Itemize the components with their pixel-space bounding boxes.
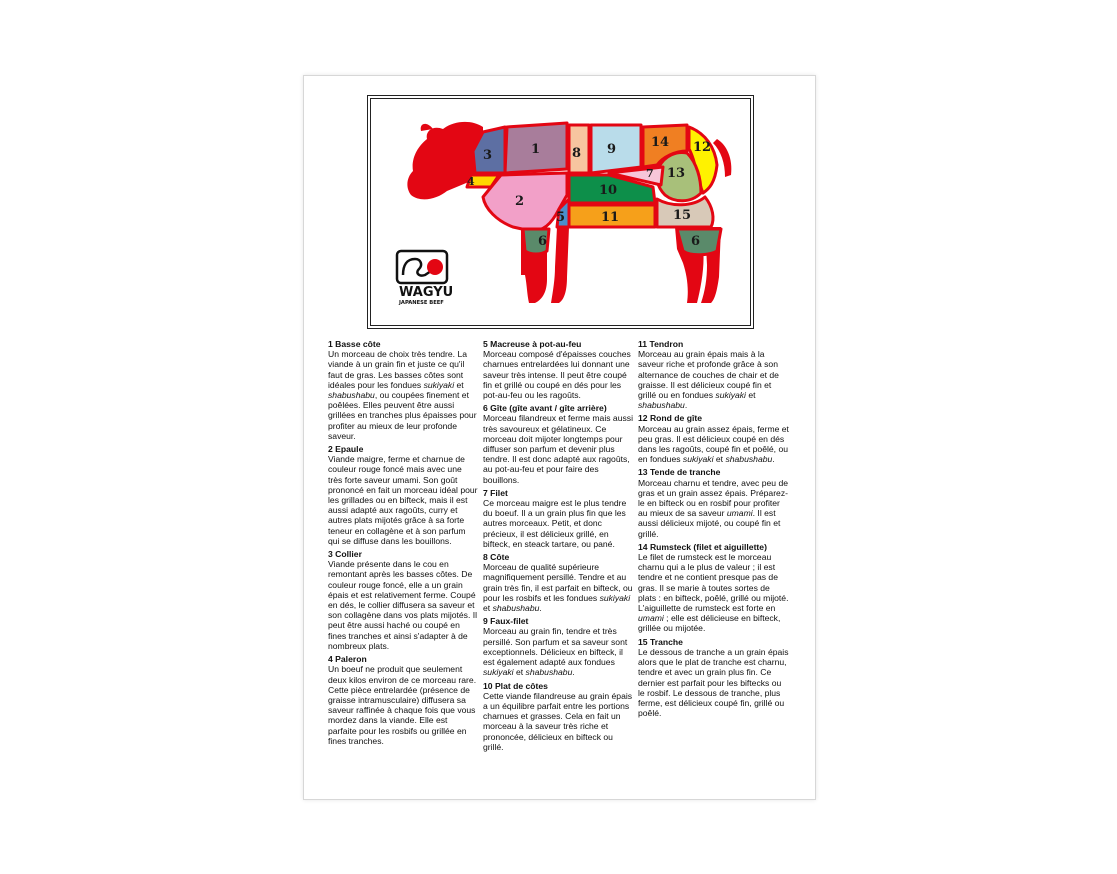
entry-10	[483, 681, 635, 752]
cow-illustration	[371, 99, 750, 325]
cut-label-3: 3	[483, 148, 493, 163]
entry-body: Le filet de rumsteck est le morceau charnu qui a le plus de valeur ; il est tendre et ne contient presque pas de gras. Il se marie à toutes sortes de plats : en bifteck, poêlé, grillé ou mijoté. L'aiguillette de rumsteck est forte en umami ; elle est délicieuse en bifteck, grillée ou mijotée.	[638, 552, 789, 634]
entry-4	[328, 654, 478, 746]
entry-1	[328, 339, 478, 441]
cut-label-5: 5	[556, 210, 566, 225]
entry-8	[483, 552, 635, 613]
entry-title: 5 Macreuse à pot-au-feu	[483, 339, 582, 349]
entry-body: Morceau de qualité supérieure magnifiquement persillé. Tendre et au grain très fin, il est parfait en bifteck, ou pour les rosbifs et les fondues sukiyaki et shabushabu.	[483, 562, 633, 614]
entry-6	[483, 403, 635, 485]
entry-9	[483, 616, 635, 677]
entry-13	[638, 467, 790, 538]
entry-body: Viande maigre, ferme et charnue de couleur rouge foncé mais avec une très forte saveur umami. Son goût prononcé en fait un morceau idéal pour les grillades ou en bifteck, mais il est aussi adapté aux ragoûts, curry et autres plats mijotés grâce à sa forte teneur en collagène et à son parfum qui se diffuse dans les bouillons.	[328, 454, 478, 546]
logo-tagline: JAPANESE BEEF	[399, 300, 444, 306]
entry-body: Morceau au grain assez épais, ferme et peu gras. Il est délicieux coupé en dés dans les ragoûts, coupé fin et poêlé, ou en fondues sukiyaki et shabushabu.	[638, 423, 789, 465]
entry-body: Cette viande filandreuse au grain épais a un équilibre parfait entre les portions charnues et grasses. Cela en fait un morceau à la saveur très riche et prononcée, délicieux en bifteck ou grillé.	[483, 690, 633, 752]
cut-label-10: 10	[599, 183, 618, 198]
entry-body: Morceau au grain épais mais à la saveur riche et profonde grâce à son alternance de couches de chair et de graisse. Il est délicieux coupé fin et grillé ou en fondues sukiyaki et shabushabu.	[638, 349, 779, 411]
cut-label-2: 2	[515, 194, 525, 209]
entry-body: Morceau filandreux et ferme mais aussi très savoureux et gélatineux. Ce morceau doit mijoter longtemps pour diffuser son parfum et devenir plus tendre. Il est donc adapté aux ragoûts, au pot-au-feu et pour faire des bouillons.	[483, 413, 633, 485]
wagyu-logo	[397, 251, 453, 306]
entry-title: 10 Plat de côtes	[483, 680, 548, 691]
entry-title: 6 Gîte (gîte avant / gîte arrière)	[483, 403, 607, 414]
entry-title: 15 Tranche	[638, 636, 683, 647]
entry-3	[328, 549, 478, 651]
entry-body: Un morceau de choix très tendre. La viande à un grain fin et juste ce qu'il faut de gras. Les basses côtes sont idéales pour les fondues sukiyaki et shabushabu, ou coupées finement et poêlées. Elles peuvent être aussi grillées en tranches plus épaisses pour profiter au mieux de leur profonde saveur.	[328, 349, 477, 441]
cut-label-6-front: 6	[538, 234, 548, 249]
column-2	[483, 339, 635, 755]
cut-2-epaule	[483, 173, 567, 231]
entry-11	[638, 339, 790, 410]
cut-label-13: 13	[667, 166, 686, 181]
column-1	[328, 339, 478, 749]
cuts-layer	[467, 123, 721, 255]
cut-label-7: 7	[646, 167, 654, 180]
cut-label-9: 9	[607, 142, 617, 157]
cut-label-12: 12	[693, 140, 712, 155]
entry-body: Morceau charnu et tendre, avec peu de gras et un grain assez épais. Préparez-le en bifteck ou en rosbif pour profiter au mieux de sa saveur umami. Il est aussi délicieux mijoté, ou coupé fin et grillé.	[638, 477, 789, 539]
column-3	[638, 339, 790, 721]
entry-title: 1 Basse côte	[328, 339, 381, 349]
entry-title: 13 Tende de tranche	[638, 467, 721, 478]
cut-label-14: 14	[651, 135, 670, 150]
entry-body: Morceau composé d'épaisses couches charnues entrelardées lui donnant une saveur très intense. Il peut être coupé fin et grillé ou coupé en dés pour les pot-au-feu ou les ragoûts.	[483, 349, 631, 401]
entry-12	[638, 413, 790, 464]
entry-body: Le dessous de tranche a un grain épais alors que le plat de tranche est charnu, tendre et avec un grain plus fin. Ce dernier est parfait pour les biftecks ou le rosbif. Le dessous de tranche, plus ferme, est délicieux coupé fin, grillé ou poêlé.	[638, 646, 789, 719]
cut-label-8: 8	[572, 146, 582, 161]
entry-title: 12 Rond de gîte	[638, 413, 702, 424]
entry-7	[483, 488, 635, 549]
entry-body: Morceau au grain fin, tendre et très persillé. Son parfum et sa saveur sont exceptionnels. Délicieux en bifteck, il est également adapté aux fondues sukiyaki et shabushabu.	[483, 626, 628, 678]
cut-label-15: 15	[673, 208, 692, 223]
entry-title: 4 Paleron	[328, 654, 367, 665]
entry-body: Viande présente dans le cou en remontant après les basses côtes. De couleur rouge foncé, elle a un grain épais et est relativement ferme. Coupé en dés, le collier diffusera sa saveur et son collagène dans vos plats mijotés. Il peut être aussi haché ou coupé en fines tranches et ainsi s'adapter à de nombreux plats.	[328, 559, 478, 651]
logo-brand: WAGYU	[399, 285, 454, 300]
entry-title: 7 Filet	[483, 487, 508, 498]
entry-2	[328, 444, 478, 546]
entry-title: 3 Collier	[328, 549, 362, 560]
cut-label-6-hind: 6	[691, 234, 701, 249]
entry-5	[483, 339, 635, 400]
entry-title: 11 Tendron	[638, 339, 684, 349]
entry-title: 9 Faux-filet	[483, 616, 529, 627]
entry-body: Ce morceau maigre est le plus tendre du boeuf. Il a un grain plus fin que les autres morceaux. Petit, et donc précieux, il est délicieux grillé, en bifteck, en steack tartare, ou pané.	[483, 498, 627, 549]
beef-cuts-diagram	[370, 98, 751, 326]
entry-title: 14 Rumsteck (filet et aiguillette)	[638, 541, 767, 552]
cut-label-11: 11	[601, 210, 620, 225]
entry-title: 2 Epaule	[328, 444, 364, 455]
cut-label-1: 1	[531, 142, 541, 157]
entry-15	[638, 637, 790, 719]
cut-label-4: 4	[467, 175, 475, 188]
document-sheet	[303, 75, 816, 800]
logo-red-sun-icon	[427, 259, 443, 275]
entry-body: Un boeuf ne produit que seulement deux kilos environ de ce morceau rare. Cette pièce entrelardée (présence de graisse intramusculaire) diffusera sa saveur raffinée à chaque fois que vous mordez dans la viande. Elle est parfaite pour les rosbifs ou grillée en fines tranches.	[328, 664, 477, 746]
entry-title: 8 Côte	[483, 552, 510, 563]
entry-14	[638, 542, 790, 634]
